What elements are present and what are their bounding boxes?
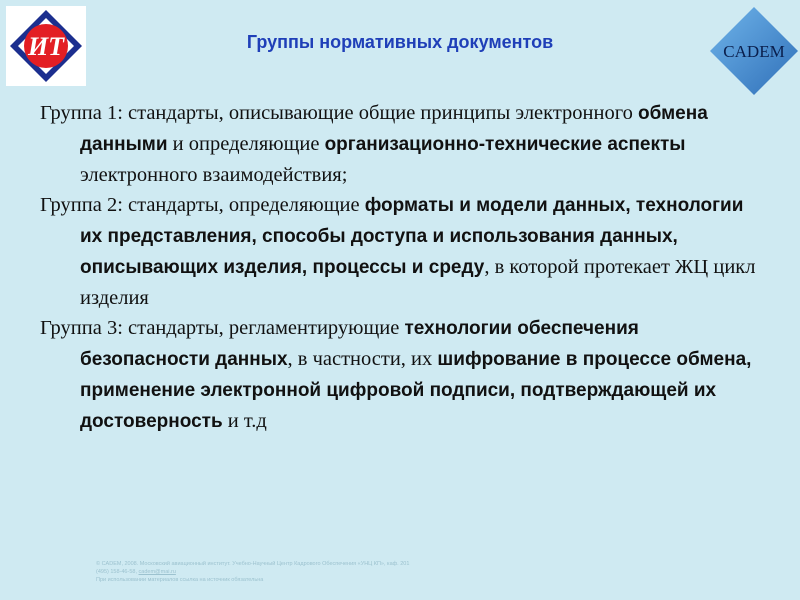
emphasis-text: обмена данными: [80, 103, 708, 155]
body-text: , в частности, их: [287, 348, 438, 370]
body-text: Группа 1: стандарты, описывающие общие принципы электронного: [40, 102, 639, 124]
group-3-text: [40, 313, 770, 437]
footer-phone: (495) 158-46-58,: [96, 569, 137, 575]
emphasis-text: форматы и модели данных, технологии их представления, способы доступа и использования данных, описывающих изделия, процессы и среду: [80, 195, 744, 278]
footer-email-link[interactable]: cadem@mai.ru: [138, 569, 176, 575]
group-2: [40, 190, 770, 313]
emphasis-text: шифрование в процессе обмена, применение электронной цифровой подписи, подтверждающей их достоверность: [80, 349, 752, 432]
content-area: [40, 98, 770, 437]
group-3: [40, 313, 770, 437]
group-2-text: [40, 190, 770, 313]
footer-contact: [96, 568, 696, 576]
body-text: Группа 2: стандарты, определяющие: [40, 194, 365, 216]
body-text: и т.д: [222, 410, 267, 432]
group-1-text: [40, 98, 770, 190]
footer: [96, 560, 696, 584]
body-text: Группа 3: стандарты, регламентирующие: [40, 317, 405, 339]
emphasis-text: организационно-технические аспекты: [324, 134, 686, 155]
institute-logo-monogram: ИТ: [27, 32, 65, 61]
footer-notice: При использовании материалов ссылка на источник обязательна: [96, 577, 264, 583]
page-title: Группы нормативных документов: [246, 32, 554, 52]
body-text: , в которой протекает ЖЦ цикл изделия: [80, 256, 756, 309]
group-1: [40, 98, 770, 190]
emphasis-text: технологии обеспечения безопасности данных: [80, 318, 639, 370]
footer-copyright: © CADEM, 2008. Московский авиационный институт. Учебно-Научный Центр Кадрового Обеспечения «УНЦ КП», каф. 201: [96, 561, 410, 567]
cadem-logo-text: CADEM: [723, 42, 785, 61]
body-text: и определяющие: [167, 133, 325, 155]
body-text: электронного взаимодействия;: [80, 164, 348, 186]
